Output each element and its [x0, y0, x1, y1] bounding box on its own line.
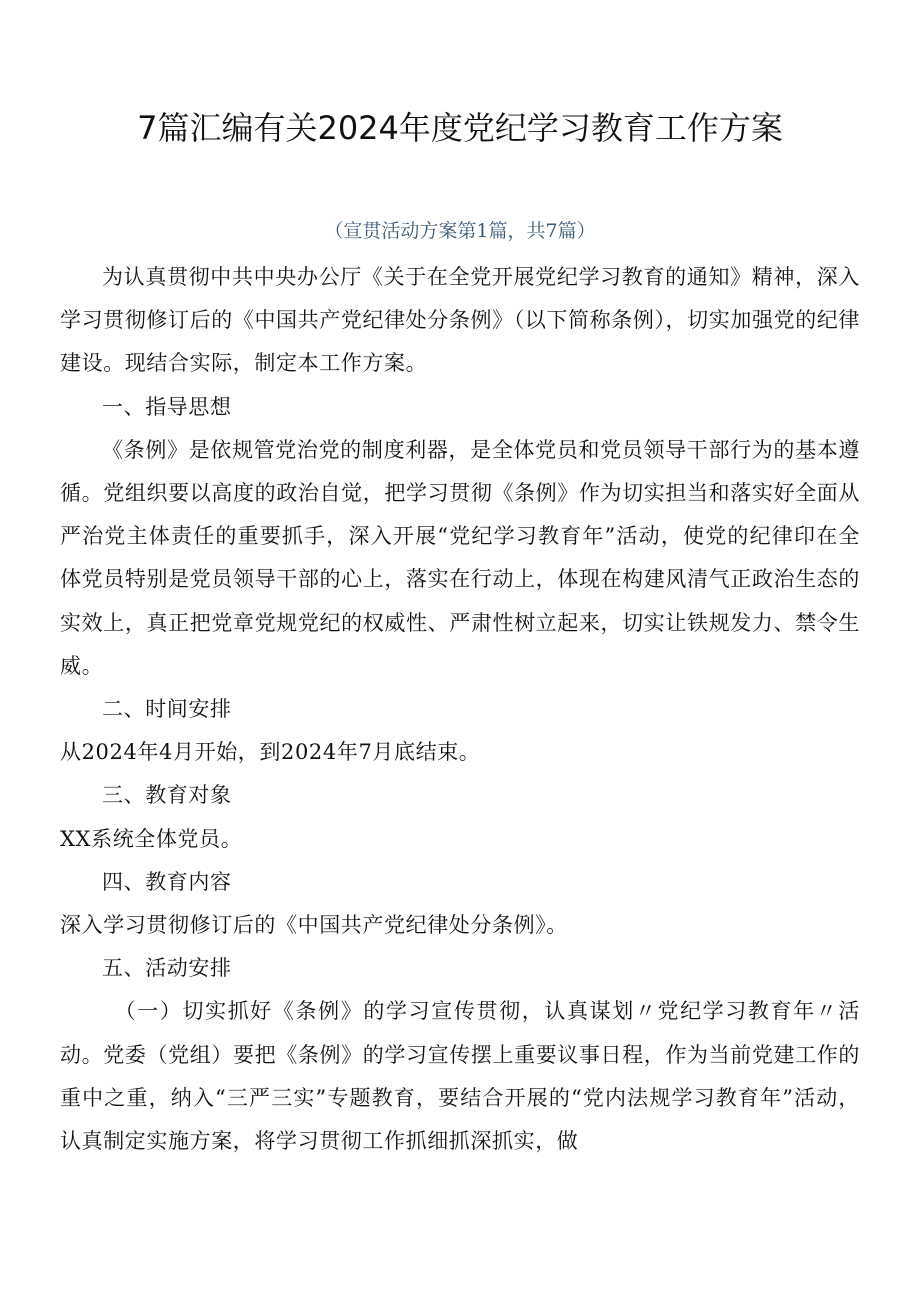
content-paragraph: 深入学习贯彻修订后的《中国共产党纪律处分条例》。: [60, 913, 568, 938]
schedule-paragraph: 从2024年4月开始，到2024年7月底结束。: [60, 740, 481, 765]
section-heading-guiding-thought: 一、指导思想: [102, 394, 232, 419]
activities-paragraph: （一）切实抓好《条例》的学习宣传贯彻，认真谋划〃党纪学习教育年〃活动。党委（党组）要把《条例》的学习宣传摆上重要议事日程，作为当前党建工作的重中之重，纳入“三严三实”专题教育，要结合开展的“党内法规学习教育年”活动，认真制定实施方案，将学习贯彻工作抓细抓深抓实，做: [60, 999, 860, 1154]
section-heading-audience: 三、教育对象: [102, 783, 232, 808]
document-subtitle: （宣贯活动方案第1篇，共7篇）: [324, 220, 596, 242]
audience-paragraph: XX系统全体党员。: [60, 826, 243, 851]
guiding-thought-paragraph: 《条例》是依规管党治党的制度利器，是全体党员和党员领导干部行为的基本遵循。党组织要以高度的政治自觉，把学习贯彻《条例》作为切实担当和落实好全面从严治党主体责任的重要抓手，深入开展“党纪学习教育年”活动，使党的纪律印在全体党员特别是党员领导干部的心上，落实在行动上，体现在构建风清气正政治生态的实效上，真正把党章党规党纪的权威性、严肃性树立起来，切实让铁规发力、禁令生威。: [60, 437, 860, 678]
document-title: 7篇汇编有关2024年度党纪学习教育工作方案: [137, 109, 783, 147]
intro-paragraph: 为认真贯彻中共中央办公厅《关于在全党开展党纪学习教育的通知》精神，深入学习贯彻修订后的《中国共产党纪律处分条例》（以下简称条例），切实加强党的纪律建设。现结合实际，制定本工作方案。: [60, 265, 860, 376]
section-heading-content: 四、教育内容: [102, 869, 232, 894]
document-body: [60, 256, 860, 1163]
section-heading-schedule: 二、时间安排: [102, 697, 232, 722]
section-heading-activities: 五、活动安排: [102, 956, 232, 981]
